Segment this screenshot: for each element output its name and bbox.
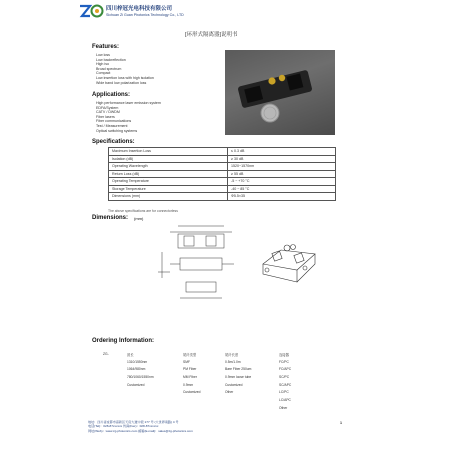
spec-param: Dimensions (mm) bbox=[109, 193, 228, 201]
list-item: High iso bbox=[96, 62, 109, 67]
order-cell: Other bbox=[279, 405, 288, 410]
footer-web[interactable]: 网址(Web)：www.zg-photonics.com 邮箱(E-mail)：sales@zg-photonics.com bbox=[88, 428, 193, 433]
order-cell: 780/1060/1550nm bbox=[127, 375, 154, 380]
list-item: CATV / DWDM bbox=[96, 110, 120, 115]
list-item: Broad spectrum bbox=[96, 66, 122, 71]
dimensions-unit: (mm) bbox=[134, 216, 144, 221]
list-item: Fiber lasers bbox=[96, 114, 115, 119]
spec-table bbox=[108, 147, 336, 201]
features-title: Features: bbox=[92, 44, 120, 50]
spec-value: ≥ 55 dB bbox=[228, 170, 336, 178]
spec-value: -5 ~ +70 °C bbox=[228, 178, 336, 186]
table-row bbox=[109, 155, 336, 163]
page-number: 1 bbox=[340, 421, 342, 425]
company-name-cn: 四川梓冠光电科技有限公司 bbox=[106, 6, 173, 12]
spec-param: Return Loss (dB) bbox=[109, 170, 228, 178]
list-item: Low loss bbox=[96, 53, 110, 57]
spec-value: ≥ 30 dB bbox=[228, 155, 336, 163]
list-item: Low backreflection bbox=[96, 57, 126, 62]
order-col-wavelength bbox=[127, 352, 154, 390]
specifications-title: Specifications: bbox=[92, 139, 135, 145]
spec-param: Isolation (dB) bbox=[109, 155, 228, 163]
order-cell: Customized bbox=[127, 382, 145, 387]
list-item: EDFA/System bbox=[96, 105, 119, 110]
product-photo bbox=[225, 50, 335, 135]
footer-phone: 电话(Tel)：028-87xxxxxx 传真(Fax)：028-87xxxxxx bbox=[88, 424, 159, 429]
order-cell: SC/APC bbox=[279, 382, 292, 387]
table-row bbox=[109, 193, 336, 201]
spec-value: 1520~1570nm bbox=[228, 163, 336, 171]
features-list bbox=[96, 53, 154, 85]
order-cell: 尾纤类型 bbox=[183, 353, 197, 357]
list-item: Fiber communications bbox=[96, 119, 132, 124]
order-cell: Other bbox=[225, 390, 234, 395]
spec-param: Operating Temperature bbox=[109, 178, 228, 186]
order-cell: 尾纤长度 bbox=[225, 353, 239, 357]
footer-contact bbox=[88, 420, 193, 433]
order-cell: 1310/1550nm bbox=[127, 359, 148, 364]
spec-param: Operating Wavelength bbox=[109, 163, 228, 171]
company-name-en: Sichuan Zi Guan Photonics Technology Co., LTD bbox=[106, 13, 184, 17]
footer-address: 地址：四川省成都市高新区天府大道中段 177 号 (大世界南路) 4 号 bbox=[88, 420, 179, 424]
order-cell: 0.5m/1.0m bbox=[225, 359, 241, 364]
order-cell: 0.9mm loose tube bbox=[225, 375, 252, 380]
header bbox=[78, 2, 378, 24]
dimension-drawing bbox=[150, 222, 240, 302]
applications-list bbox=[96, 101, 161, 133]
spec-value: Φ5.5×35 bbox=[228, 193, 336, 201]
order-cell: 连接器 bbox=[279, 353, 289, 357]
order-cell: Customized bbox=[225, 382, 243, 387]
order-cell: FC/APC bbox=[279, 367, 292, 372]
order-cell: Bare Fiber 250um bbox=[225, 367, 252, 372]
order-prefix-label: ZG- bbox=[103, 352, 109, 356]
order-col-fiber-length bbox=[225, 352, 251, 398]
order-cell: Customized bbox=[183, 390, 201, 395]
isometric-drawing bbox=[255, 230, 327, 290]
isolator-illustration bbox=[225, 50, 335, 135]
order-cell: FC/PC bbox=[279, 359, 289, 364]
applications-title: Applications: bbox=[92, 92, 131, 98]
list-item: Optical switching systems bbox=[96, 128, 138, 133]
document-title: [环形式隔离器]说明书 bbox=[185, 32, 238, 38]
spec-param: Maximum Insertion Loss bbox=[109, 148, 228, 156]
order-cell: LC/APC bbox=[279, 398, 291, 403]
list-item: Low insertion loss with high isolation bbox=[96, 75, 154, 80]
spec-note: The above specifications are for connectorless bbox=[108, 209, 178, 213]
ordering-title: Ordering Information: bbox=[92, 338, 154, 344]
order-cell: SC/PC bbox=[279, 375, 290, 380]
dimensions-title: Dimensions: bbox=[92, 215, 129, 221]
order-prefix bbox=[103, 352, 109, 360]
table-row bbox=[109, 148, 336, 156]
spec-param: Storage Temperature bbox=[109, 185, 228, 193]
list-item: Test / Measurement bbox=[96, 123, 128, 128]
order-cell: 0.9mm bbox=[183, 382, 194, 387]
list-item: Wide band low polarization loss bbox=[96, 80, 147, 85]
table-row bbox=[109, 163, 336, 171]
table-row bbox=[109, 178, 336, 186]
order-cell: 波长 bbox=[127, 353, 134, 357]
table-row bbox=[109, 185, 336, 193]
spec-value: ≤ 0.3 dB bbox=[228, 148, 336, 156]
list-item: Compact bbox=[96, 71, 111, 76]
order-cell: SMF bbox=[183, 359, 190, 364]
order-col-connector bbox=[279, 352, 291, 414]
order-cell: LC/PC bbox=[279, 390, 289, 395]
order-col-fiber-type bbox=[183, 352, 200, 398]
order-cell: MM Fiber bbox=[183, 375, 197, 380]
order-cell: PM Fiber bbox=[183, 367, 197, 372]
order-cell: 1064/980nm bbox=[127, 367, 146, 372]
company-logo bbox=[78, 3, 104, 21]
spec-value: -40 ~ 85 °C bbox=[228, 185, 336, 193]
list-item: High performance laser emission system bbox=[96, 101, 161, 105]
table-row bbox=[109, 170, 336, 178]
